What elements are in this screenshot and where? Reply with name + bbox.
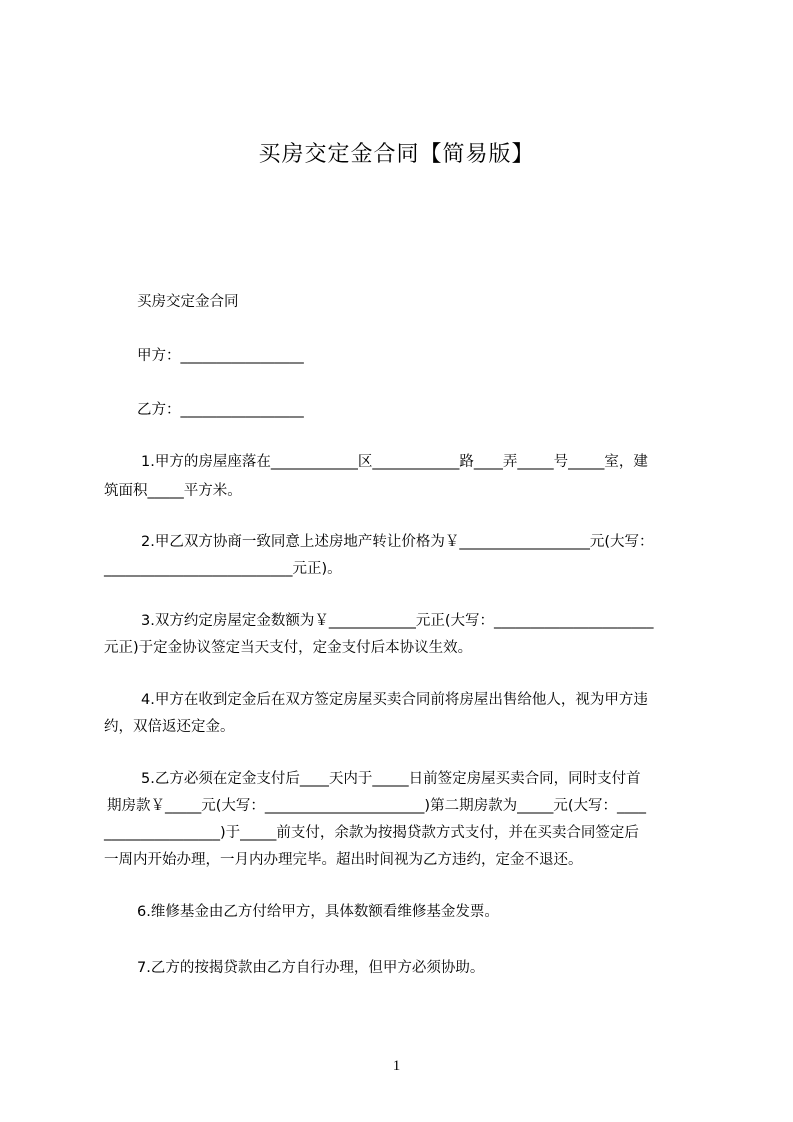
subtitle: 买房交定金合同	[137, 294, 239, 310]
party-a-field: 甲方：_________________	[137, 348, 304, 364]
clause-6-line-1: 6.维修基金由乙方付给甲方，具体数额看维修基金发票。	[137, 904, 499, 920]
clause-5-line-2: 期房款￥_____元(大写：______________________)第二期房款为_____元(大写：____	[107, 798, 646, 814]
page-number: 1	[392, 1058, 401, 1074]
clause-2-line-2: __________________________元正)。	[104, 561, 342, 577]
clause-4-line-2: 约，双倍返还定金。	[104, 719, 235, 735]
document-title: 买房交定金合同【简易版】	[258, 142, 535, 167]
clause-5-line-3: ________________)于_____前支付，余款为按揭贷款方式支付，并在买卖合同签定后	[104, 825, 639, 841]
clause-7-line-1: 7.乙方的按揭贷款由乙方自行办理，但甲方必须协助。	[137, 960, 485, 976]
clause-2-line-1: 2.甲乙双方协商一致同意上述房地产转让价格为￥__________________元(大写：	[141, 534, 654, 550]
clause-3-line-1: 3.双方约定房屋定金数额为￥____________元正(大写：______________________	[141, 613, 654, 629]
clause-5-line-4: 一周内开始办理，一月内办理完毕。超出时间视为乙方违约，定金不退还。	[104, 852, 583, 868]
clause-3-line-2: 元正)于定金协议签定当天支付，定金支付后本协议生效。	[104, 640, 473, 656]
clause-1-line-2: 筑面积_____平方米。	[104, 483, 242, 499]
clause-1-line-1: 1.甲方的房屋座落在____________区____________路____弄_____号_____室，建	[141, 454, 648, 470]
party-b-field: 乙方：_________________	[137, 402, 304, 418]
clause-5-line-1: 5.乙方必须在定金支付后____天内于_____日前签定房屋买卖合同，同时支付首	[141, 771, 641, 787]
clause-4-line-1: 4.甲方在收到定金后在双方签定房屋买卖合同前将房屋出售给他人，视为甲方违	[141, 692, 648, 708]
